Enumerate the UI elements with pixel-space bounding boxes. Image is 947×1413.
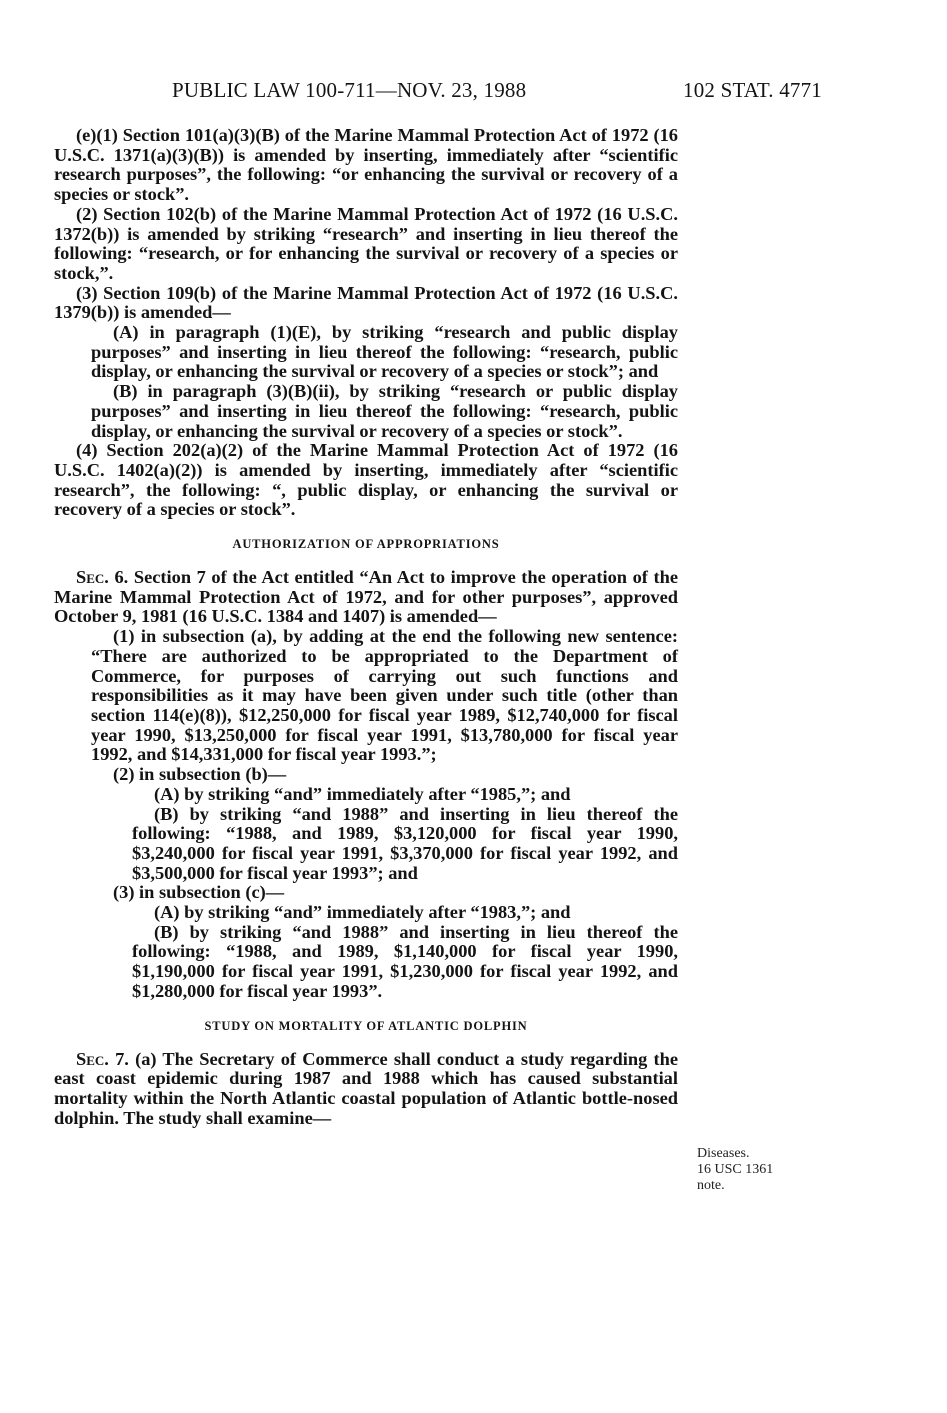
section-6-item-2: (2) in subsection (b)— [113, 764, 287, 785]
paragraph-e1: (e)(1) Section 101(a)(3)(B) of the Marine Mammal Protection Act of 1972 (16 U.S.C. 1371(a)(3)(B)) is amended by inserting, immediately after “scientific research purposes”, the following: “or enhancing the survival or recovery of a species or stock”. [54, 125, 678, 205]
section-6-item-2b: (B) by striking “and 1988” and inserting in lieu thereof the following: “1988, and 1989, $3,120,000 for fiscal year 1990, $3,240,000 for fiscal year 1991, $3,370,000 for fiscal year 1992, and $3,500,000 for fiscal year 1993”; and [132, 803, 678, 883]
header-public-law: PUBLIC LAW 100-711—NOV. 23, 1988 [172, 78, 527, 102]
section-6-lead [54, 568, 678, 627]
section-6-item-1: (1) in subsection (a), by adding at the end the following new sentence: “There are authorized to be appropriated to the Department of Commerce, for purposes of carrying out such functions and responsibilities as it may have been given under such title (other than section 114(e)(8)), $12,250,000 for fiscal year 1989, $12,740,000 for fiscal year 1990, $13,250,000 for fiscal year 1991, $13,780,000 for fiscal year 1992, and $14,331,000 for fiscal year 1993.”; [91, 626, 678, 765]
paragraph-e3: (3) Section 109(b) of the Marine Mammal Protection Act of 1972 (16 U.S.C. 1379(b)) is amended— [54, 282, 678, 323]
margin-note-topic: Diseases. [697, 1146, 750, 1161]
paragraph-e3-b: (B) in paragraph (3)(B)(ii), by striking “research or public display purposes” and inserting in lieu thereof the following: “research, public display, or enhancing the survival or recovery of a species or stock”. [91, 381, 678, 441]
paragraph-e3-a: (A) in paragraph (1)(E), by striking “research and public display purposes” and inserting in lieu thereof the following: “research, public display, or enhancing the survival or recovery of a species or stock”; and [91, 322, 678, 382]
header-stat-page: 102 STAT. 4771 [683, 78, 822, 102]
section-6-item-3: (3) in subsection (c)— [113, 882, 285, 903]
section-6-item-3b: (B) by striking “and 1988” and inserting in lieu thereof the following: “1988, and 1989, $1,140,000 for fiscal year 1990, $1,190,000 for fiscal year 1991, $1,230,000 for fiscal year 1992, and $1,280,000 for fiscal year 1993”. [132, 921, 678, 1001]
margin-note [697, 1146, 807, 1194]
section-6-text: . 6. Section 7 of the Act entitled “An Act to improve the operation of the Marine Mammal Protection Act of 1972, and for other purposes”, approved October 9, 1981 (16 U.S.C. 1384 and 1407) is amended— [54, 567, 678, 627]
heading-authorization: AUTHORIZATION OF APPROPRIATIONS [232, 537, 500, 552]
margin-note-citation: 16 USC 1361 [697, 1162, 774, 1177]
section-6-label: Sec [76, 567, 105, 588]
section-7-label: Sec [76, 1048, 105, 1069]
heading-study: STUDY ON MORTALITY OF ATLANTIC DOLPHIN [204, 1018, 528, 1033]
running-header [172, 78, 822, 108]
section-7-text: . 7. (a) The Secretary of Commerce shall conduct a study regarding the east coast epidemic during 1987 and 1988 which has caused substantial mortality within the North Atlantic coastal population of Atlantic bottle-nosed dolphin. The study shall examine— [54, 1048, 678, 1128]
section-7-lead [54, 1050, 678, 1129]
section-6-item-2a: (A) by striking “and” immediately after “1985,”; and [154, 783, 571, 804]
section-6-item-3a: (A) by striking “and” immediately after “1983,”; and [154, 902, 571, 923]
paragraph-e4: (4) Section 202(a)(2) of the Marine Mammal Protection Act of 1972 (16 U.S.C. 1402(a)(2)) is amended by inserting, immediately after “scientific research”, the following: “, public display, or enhancing the survival or recovery of a species or stock”. [54, 440, 678, 520]
body-text [54, 126, 678, 1128]
paragraph-e2: (2) Section 102(b) of the Marine Mammal Protection Act of 1972 (16 U.S.C. 1372(b)) is amended by striking “research” and inserting in lieu thereof the following: “research, or for enhancing the survival or recovery of a species or stock,”. [54, 203, 678, 283]
margin-note-note: note. [697, 1178, 725, 1193]
